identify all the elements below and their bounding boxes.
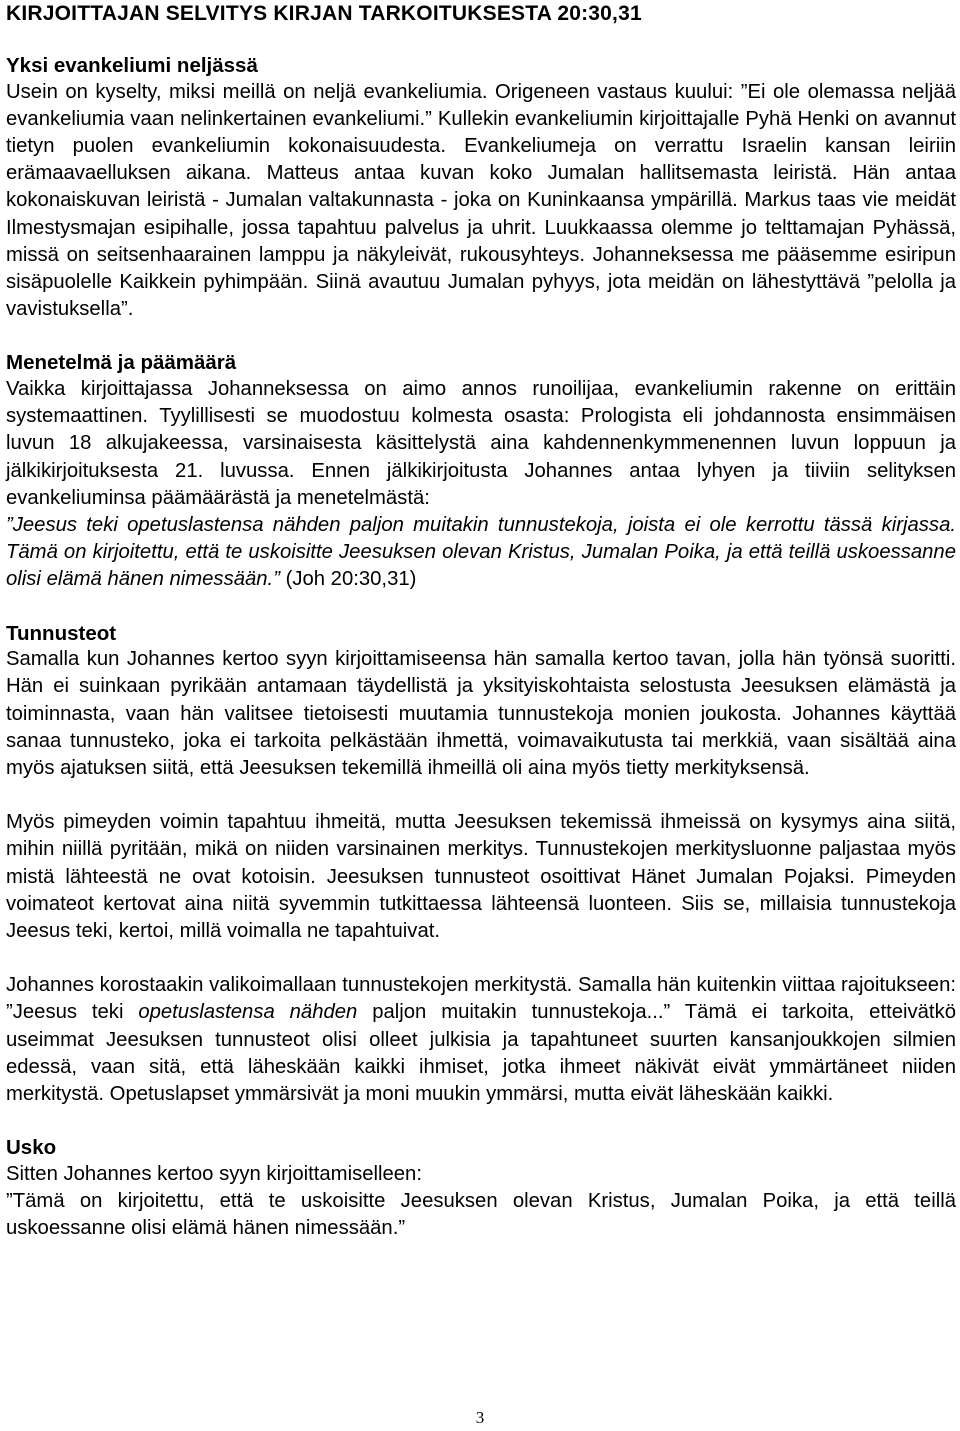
scripture-quote: ”Jeesus teki opetuslastensa nähden paljon muitakin tunnustekoja, joista ei ole kerrottu tässä kirjassa. Tämä on kirjoitettu, että te uskoisitte Jeesuksen olevan Kristus, Jumalan Poika, ja että teillä uskoessanne olisi elämä hänen nimessään.” (6, 514, 956, 591)
paragraph: Sitten Johannes kertoo syyn kirjoittamiselleen: (6, 1162, 422, 1185)
spacer (6, 26, 956, 53)
section-heading: Yksi evankeliumi neljässä (6, 54, 258, 77)
paragraph-part: paljon muitakin tunnustekoja...” Tämä ei tarkoita, etteivätkö useimmat Jeesuksen tunnusteot olisi olleet julkisia ja tapahtuneet suurten kansanjoukkojen silmien edessä, vaan sitä, että läheskään kaikki ihmiset, jotka ihmeet näkivät eivät ymmärtäneet niiden merkitystä. Opetuslapset ymmärsivät ja moni muukin ymmärsi, mutta eivät läheskään kaikki. (6, 1001, 956, 1106)
paragraph: Usein on kyselty, miksi meillä on neljä evankeliumia. Origeneen vastaus kuului: ”Ei ole olemassa neljää evankeliumia vaan nelinkertainen evankeliumi.” Kullekin evankeliumin kirjoittajalle Pyhä Henki on avannut tietyn puolen evankeliumin kokonaisuudesta. Evankeliumeja on verrattu Israelin kansan leiriin erämaavaelluksen aikana. Matteus antaa kuvan koko Jumalan hallitsemasta leiristä. Hän antaa kokonaiskuvan leiristä - Jumalan valtakunnasta - joka on Kuninkaansa ympärillä. Markus taas vie meidät Ilmestysmajan esipihalle, jossa tapahtuu palvelus ja uhrit. Luukkaassa olemme jo telttamajan Pyhässä, missä on seitsenhaarainen lamppu ja näkyleivät, rukousyhteys. Johanneksessa me pääsemme esiripun sisäpuolelle Kaikkein pyhimpään. Siinä avautuu Jumalan pyhyys, jota meidän on lähestyttävä ”pelolla ja vavistuksella”. (6, 80, 956, 321)
document-title: KIRJOITTAJAN SELVITYS KIRJAN TARKOITUKSESTA 20:30,31 (6, 2, 642, 25)
paragraph: Myös pimeyden voimin tapahtuu ihmeitä, mutta Jeesuksen tekemissä ihmeissä on kysymys aina siitä, mihin niillä pyritään, mikä on niiden varsinainen merkitys. Tunnustekojen merkitysluonne paljastaa myös mistä lähteestä ne ovat kotoisin. Jeesuksen tunnusteot osoittivat Hänet Jumalan Pojaksi. Pimeyden voimateot kertovat aina niitä syvemmin tutkittaessa lähteensä luonteen. Siis se, millaisia tunnustekoja Jeesus teki, kertoi, millä voimalla ne tapahtuivat. (6, 811, 956, 943)
paragraph-part: Johannes korostaakin valikoimallaan tunnustekojen merkitystä. Samalla hän kuitenkin viittaa rajoitukseen: ”Jeesus teki (6, 974, 956, 1024)
section-usko (6, 1135, 956, 1242)
section-heading: Usko (6, 1136, 57, 1160)
quote-paragraph: ”Tämä on kirjoitettu, että te uskoisitte Jeesuksen olevan Kristus, Jumalan Poika, ja että teillä uskoessanne olisi elämä hänen nimessään.” (6, 1190, 956, 1240)
spacer (6, 945, 956, 972)
document-page (6, 0, 956, 1242)
paragraph-with-quote (6, 376, 956, 594)
spacer (6, 323, 956, 350)
section-tunnusteot (6, 621, 956, 1109)
spacer (6, 594, 956, 621)
scripture-reference: (Joh 20:30,31) (279, 568, 417, 591)
spacer (6, 1108, 956, 1135)
section-heading: Menetelmä ja päämäärä (6, 351, 237, 375)
section-heading: Tunnusteot (6, 621, 117, 645)
spacer (6, 782, 956, 809)
section-menetelma (6, 350, 956, 593)
paragraph-intro: Vaikka kirjoittajassa Johanneksessa on aimo annos runoilijaa, evankeliumin rakenne on erittäin systemaattinen. Tyylillisesti se muodostuu kolmesta osasta: Prologista eli johdannosta ensimmäisen luvun 18 alkujakeessa, varsinaisesta käsittelystä aina kahdennenkymmenennen luvun loppuun ja jälkikirjoituksesta 21. luvussa. Ennen jälkikirjoitusta Johannes antaa lyhyen ja tiiviin selityksen evankeliuminsa päämäärästä ja menetelmästä: (6, 378, 956, 509)
paragraph-with-italic (6, 972, 956, 1108)
italic-phrase: opetuslastensa nähden (138, 1001, 358, 1024)
page-number: 3 (475, 1408, 485, 1427)
paragraph: Samalla kun Johannes kertoo syyn kirjoittamiseensa hän samalla kertoo tavan, jolla hän työnsä suoritti. Hän ei suinkaan pyrikään antamaan täydellistä ja yksityiskohtaista selostusta Jeesuksen elämästä ja toiminnasta, vaan hän valitsee tietoisesti muutamia tunnustekoja monien joukosta. Johannes käyttää sanaa tunnusteko, joka ei tarkoita pelkästään ihmettä, voimavaikutusta tai merkkiä, vaan sisältää aina myös ajatuksen siitä, että Jeesuksen tekemillä ihmeillä oli aina myös tietty merkityksensä. (6, 648, 956, 780)
section-yksi-evankeliumi (6, 53, 956, 323)
